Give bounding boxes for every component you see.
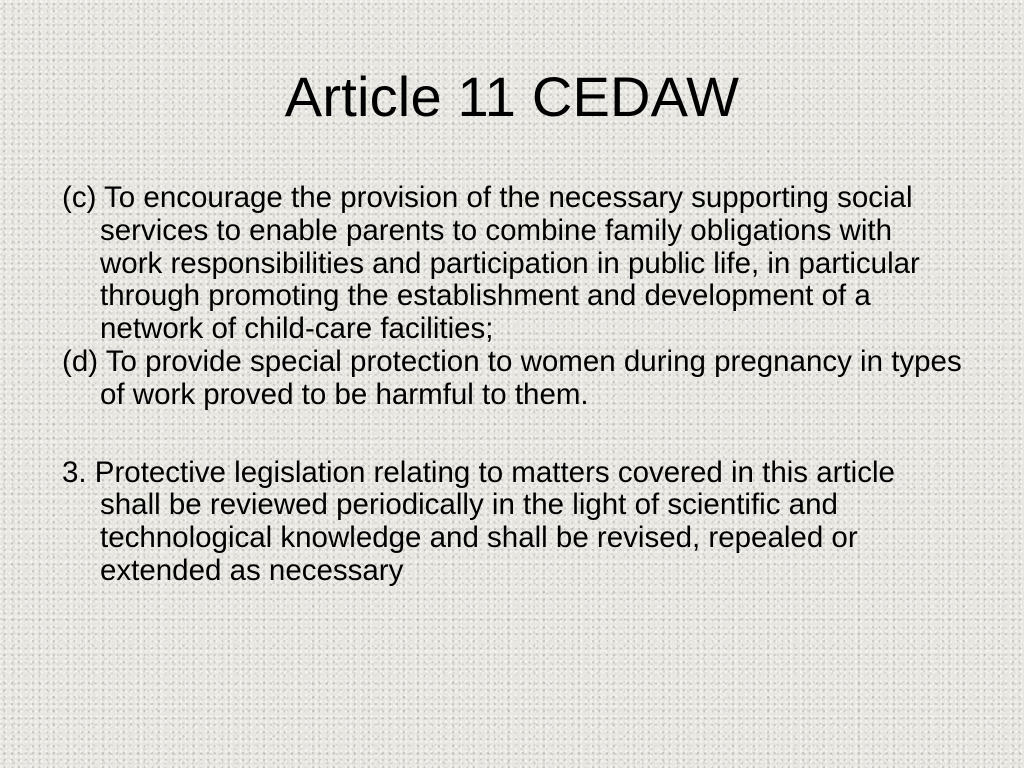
slide-body: [62, 182, 962, 588]
paragraph-d: (d) To provide special protection to women during pregnancy in types of work proved to be harmful to them.: [62, 344, 962, 411]
paragraph-3: 3. Protective legislation relating to matters covered in this article shall be reviewed periodically in the light of scientific and technological knowledge and shall be revised, repealed or extended as necessary: [62, 455, 895, 587]
slide-title: Article 11 CEDAW: [284, 65, 740, 128]
paragraph-spacer: [62, 412, 962, 457]
paragraph-c: (c) To encourage the provision of the necessary supporting social services to enable parents to combine family obligations with work responsibilities and participation in public life, in particular through promoting the establishment and development of a network of child-care facilities;: [62, 181, 920, 346]
